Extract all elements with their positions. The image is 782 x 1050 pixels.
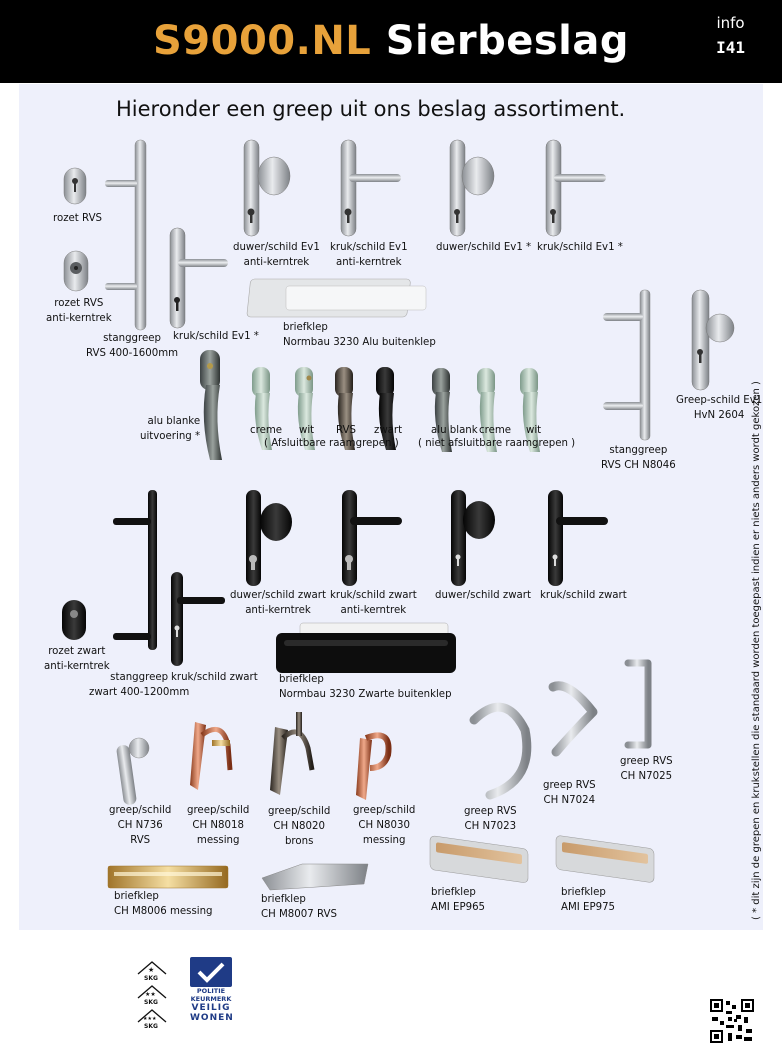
label-kruk-schild-zwart-ak: kruk/schild zwart anti-kerntrek: [330, 590, 417, 616]
label-duwer-schild-ev1-ak: duwer/schild Ev1 anti-kerntrek: [233, 242, 320, 268]
info-label: info: [716, 14, 745, 32]
politie-keurmerk-icon: [190, 957, 232, 987]
label-niet-afsluitbare: ( niet afsluitbare raamgrepen ): [418, 438, 576, 449]
label-raam-rvs: RVS: [336, 425, 356, 436]
label-briefklep-ep975: briefklep AMI EP975: [561, 887, 616, 913]
label-gs-n8018: greep/schild CH N8018 messing: [187, 805, 250, 846]
label-stanggreep-zwart: stanggreep zwart 400-1200mm: [89, 672, 190, 698]
svg-text:★★★: ★★★: [143, 1016, 157, 1022]
label-raam-wit2: wit: [526, 425, 542, 436]
label-stanggreep-ch: stanggreep RVS CH N8046: [601, 445, 676, 471]
veilig-line-2: WONEN: [190, 1013, 234, 1023]
label-kruk-schild-ev1-a: kruk/schild Ev1 *: [173, 331, 259, 342]
label-greep-schild-hvn: Greep-schild Ev1 HvN 2604: [676, 395, 763, 421]
label-kruk-schild-ev1-ak: kruk/schild Ev1 anti-kerntrek: [330, 242, 408, 268]
label-duwer-schild-zwart-ak: duwer/schild zwart anti-kerntrek: [230, 590, 326, 616]
label-briefklep-alu: briefklep Normbau 3230 Alu buitenklep: [283, 322, 436, 348]
label-stanggreep-rvs: stanggreep RVS 400-1600mm: [86, 333, 179, 359]
label-gs-n736: greep/schild CH N736 RVS: [109, 805, 172, 846]
label-kruk-schild-zwart: kruk/schild zwart: [540, 590, 627, 601]
skg-label-3: SKG: [144, 1023, 158, 1030]
label-briefklep-zwart: briefklep Normbau 3230 Zwarte buitenklep: [279, 674, 452, 700]
label-raam-zwart: zwart: [374, 425, 403, 436]
brand-name: S9000.NL: [152, 18, 372, 64]
politie-keurmerk-logo: [190, 957, 232, 1031]
side-note: ( * dit zijn de grepen en krukstellen die standaard worden toegepast indien er niets anders wordt gekozen ): [751, 381, 762, 920]
label-duwer-schild-ev1: duwer/schild Ev1 *: [436, 242, 532, 253]
label-kruk-schild-zwart2: kruk/schild zwart: [171, 672, 258, 683]
label-kruk-schild-ev1-b: kruk/schild Ev1 *: [537, 242, 623, 253]
label-rozet-zwart: rozet zwart anti-kerntrek: [44, 646, 110, 672]
svg-text:★★: ★★: [145, 991, 156, 998]
skg-label-1: SKG: [144, 975, 158, 982]
label-raam-wit: wit: [299, 425, 315, 436]
label-rozet-rvs-ak: rozet RVS anti-kerntrek: [46, 298, 112, 324]
qr-code-icon[interactable]: [710, 999, 754, 1043]
label-briefklep-m8007: briefklep CH M8007 RVS: [261, 894, 337, 920]
politie-line-2: KEURMERK: [190, 995, 232, 1003]
label-raam-alu-blank: alu blank: [431, 425, 478, 436]
label-raam-creme: creme: [250, 425, 283, 436]
politie-line-1: POLITIE: [196, 987, 226, 995]
label-briefklep-m8006: briefklep CH M8006 messing: [114, 891, 213, 917]
label-afsluitbare: ( Afsluitbare raamgrepen ): [264, 438, 399, 449]
label-rozet-rvs: rozet RVS: [53, 213, 103, 224]
page-subtitle: Hieronder een greep uit ons beslag assortiment.: [116, 97, 626, 121]
label-greep-rvs-n7023: greep RVS CH N7023: [464, 806, 517, 832]
svg-text:★: ★: [148, 966, 155, 974]
label-duwer-schild-zwart: duwer/schild zwart: [435, 590, 531, 601]
label-gs-n8030: greep/schild CH N8030 messing: [353, 805, 416, 846]
label-gs-n8020: greep/schild CH N8020 brons: [268, 806, 331, 847]
label-raam-creme2: creme: [479, 425, 512, 436]
skg-label-2: SKG: [144, 999, 158, 1006]
label-greep-rvs-n7024: greep RVS CH N7024: [543, 780, 596, 806]
label-briefklep-ep965: briefklep AMI EP965: [431, 887, 486, 913]
veilig-line-1: VEILIG: [191, 1003, 231, 1013]
label-greep-rvs-n7025: greep RVS CH N7025: [620, 756, 673, 782]
info-code: I41: [716, 38, 745, 57]
brand-suffix: Sierbeslag: [385, 18, 629, 64]
label-alu-blanke: alu blanke uitvoering *: [140, 416, 201, 442]
